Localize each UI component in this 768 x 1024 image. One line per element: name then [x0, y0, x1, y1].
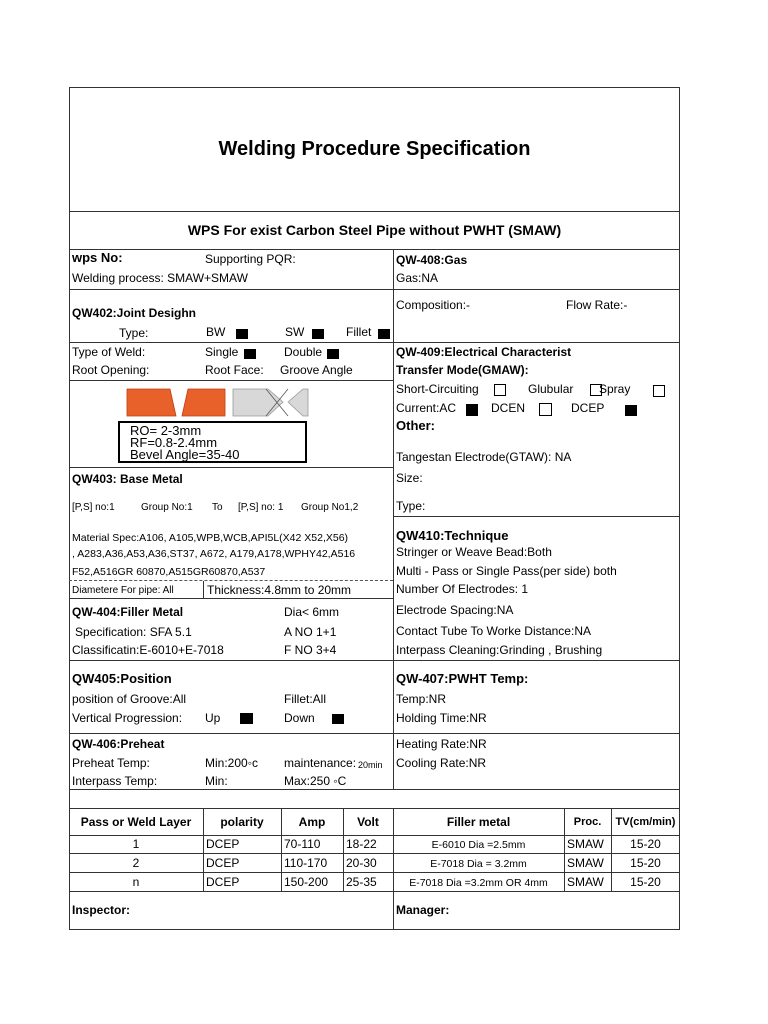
bw-checkbox[interactable] [236, 329, 248, 339]
table-row-2-tv: 15-20 [630, 856, 661, 870]
up-checkbox[interactable] [240, 713, 253, 724]
spray-label: Spray [599, 382, 631, 396]
qw403-heading: QW403: Base Metal [72, 472, 183, 486]
table-row-1-proc: SMAW [567, 837, 604, 851]
qw410-heading: QW410:Technique [396, 528, 509, 543]
ps-no-2: [P,S] no: 1 [238, 502, 284, 513]
multi-pass: Multi - Pass or Single Pass(per side) both [396, 564, 617, 578]
root-opening-label: Root Opening: [72, 363, 150, 377]
group-no-1: Group No:1 [141, 502, 193, 513]
preheat-min-value: Min:200◦c [205, 756, 258, 770]
bw-label: BW [206, 325, 226, 339]
joint-type-label: Type: [119, 326, 149, 340]
welding-process: Welding process: SMAW+SMAW [72, 271, 248, 285]
table-row-1-tv: 15-20 [630, 837, 661, 851]
dcen-label: DCEN [491, 401, 526, 415]
qw402-heading: QW402:Joint Desighn [72, 306, 197, 320]
maintenance-value: 20min [358, 760, 383, 770]
table-header-pass: Pass or Weld Layer [80, 815, 192, 829]
table-row-3-proc: SMAW [567, 875, 604, 889]
table-header-filler: Filler metal [446, 815, 511, 829]
diameter-label: Diametere For pipe: All [72, 585, 174, 596]
table-row-3-filler: E-7018 Dia =3.2mm OR 4mm [409, 877, 548, 889]
table-header-polarity: polarity [220, 815, 264, 829]
table-row-3-amp: 150-200 [284, 875, 329, 889]
size-label: Size: [396, 471, 423, 485]
up-label: Up [205, 711, 221, 725]
f-no-label: F NO 3+4 [284, 643, 337, 657]
table-row-1-amp: 70-110 [284, 837, 321, 851]
single-checkbox[interactable] [244, 349, 256, 359]
material-spec-line-2: , A283,A36,A53,A36,ST37, A672, A179,A178,WPHY42,A516 [72, 548, 356, 560]
table-row-2-polarity: DCEP [206, 856, 240, 870]
maintenance-label: maintenance: [284, 756, 357, 770]
ps-no-1: [P,S] no:1 [72, 502, 115, 513]
table-row-3-polarity: DCEP [206, 875, 240, 889]
table-header-volt: Volt [357, 815, 379, 829]
tangestan-electrode: Tangestan Electrode(GTAW): NA [396, 450, 572, 464]
dcen-checkbox[interactable] [539, 403, 552, 416]
manager-label: Manager: [396, 903, 450, 917]
table-row-2-pass: 2 [132, 856, 140, 870]
document-title: Welding Procedure Specification [218, 138, 531, 160]
material-spec-line-3: F52,A516GR 60870,A515GR60870,A537 [72, 566, 266, 578]
bevel-gray-left [233, 389, 283, 416]
double-label: Double [284, 345, 323, 359]
preheat-temp-label: Preheat Temp: [72, 756, 150, 770]
table-row-1-filler: E-6010 Dia =2.5mm [431, 839, 526, 851]
table-row-2-volt: 20-30 [346, 856, 377, 870]
table-header-amp: Amp [298, 815, 326, 829]
supporting-pqr-label: Supporting PQR: [205, 252, 296, 266]
dcep-checkbox[interactable] [625, 405, 637, 416]
interpass-min-label: Min: [205, 774, 228, 788]
interpass-temp-label: Interpass Temp: [72, 774, 158, 788]
sw-checkbox[interactable] [312, 329, 324, 339]
thickness-label: Thickness:4.8mm to 20mm [207, 583, 352, 597]
table-row-3-volt: 25-35 [346, 875, 377, 889]
diagram-rf: RF=0.8-2.4mm [130, 435, 218, 450]
short-circuiting-checkbox[interactable] [494, 384, 506, 396]
table-row-1-volt: 18-22 [346, 837, 377, 851]
flow-rate-label: Flow Rate:- [566, 298, 628, 312]
single-label: Single [205, 345, 239, 359]
number-of-electrodes: Number Of Electrodes: 1 [396, 582, 529, 596]
bevel-plate-left [127, 389, 176, 416]
diagram-ro: RO= 2-3mm [130, 423, 202, 438]
holding-time: Holding Time:NR [396, 711, 487, 725]
qw405-heading: QW405:Position [72, 671, 172, 686]
sw-label: SW [285, 325, 305, 339]
table-header-proc: Proc. [573, 816, 602, 828]
current-ac-checkbox[interactable] [466, 404, 478, 416]
group-no-2: Group No1,2 [301, 502, 359, 513]
table-header-tv: TV(cm/min) [615, 816, 676, 828]
bevel-plate-right [182, 389, 225, 416]
fillet-checkbox[interactable] [378, 329, 390, 339]
type-of-weld-label: Type of Weld: [72, 345, 146, 359]
dia-label: Dia< 6mm [284, 605, 340, 619]
position-groove-label: position of Groove:All [72, 692, 187, 706]
current-ac-label: Current:AC [396, 401, 457, 415]
classification-label: Classificatin:E-6010+E-7018 [72, 643, 224, 657]
table-row-1-pass: 1 [132, 837, 140, 851]
dcep-label: DCEP [571, 401, 605, 415]
other-heading: Other: [396, 418, 435, 433]
table-row-3-tv: 15-20 [630, 875, 661, 889]
table-row-1-polarity: DCEP [206, 837, 240, 851]
inspector-label: Inspector: [72, 903, 131, 917]
diagram-bevel-angle: Bevel Angle=35-40 [130, 447, 240, 462]
qw407-heading: QW-407:PWHT Temp: [396, 671, 529, 686]
gas-value: Gas:NA [396, 271, 439, 285]
vertical-progression-label: Vertical Progression: [72, 711, 183, 725]
glubular-label: Glubular [528, 382, 574, 396]
qw408-heading: QW-408:Gas [396, 253, 468, 267]
qw409-heading: QW-409:Electrical Characterist [396, 345, 572, 359]
interpass-cleaning: Interpass Cleaning:Grinding , Brushing [396, 643, 603, 657]
heating-rate: Heating Rate:NR [396, 737, 487, 751]
double-checkbox[interactable] [327, 349, 339, 359]
transfer-mode-label: Transfer Mode(GMAW): [396, 363, 529, 377]
qw404-heading: QW-404:Filler Metal [72, 605, 184, 619]
bevel-gray-right [288, 389, 308, 416]
contact-tube-distance: Contact Tube To Worke Distance:NA [396, 624, 591, 638]
down-label: Down [284, 711, 315, 725]
pwht-temp: Temp:NR [396, 692, 447, 706]
short-circuiting-label: Short-Circuiting [396, 382, 479, 396]
fillet-all-label: Fillet:All [284, 692, 327, 706]
table-row-2-amp: 110-170 [284, 856, 328, 870]
table-row-3-pass: n [132, 875, 140, 889]
a-no-label: A NO 1+1 [284, 625, 337, 639]
composition-label: Composition:- [396, 298, 471, 312]
cooling-rate: Cooling Rate:NR [396, 756, 487, 770]
to-label: To [212, 502, 223, 513]
stringer-weave: Stringer or Weave Bead:Both [396, 545, 552, 559]
root-face-label: Root Face: [205, 363, 264, 377]
groove-angle-label: Groove Angle [280, 363, 353, 377]
specification-label: Specification: SFA 5.1 [75, 625, 192, 639]
down-checkbox[interactable] [332, 714, 344, 724]
table-row-2-filler: E-7018 Dia = 3.2mm [430, 858, 527, 870]
type-label: Type: [396, 499, 426, 513]
electrode-spacing: Electrode Spacing:NA [396, 603, 514, 617]
document-subtitle: WPS For exist Carbon Steel Pipe without PWHT (SMAW) [187, 222, 562, 238]
qw406-heading: QW-406:Preheat [72, 737, 165, 751]
fillet-label: Fillet [346, 325, 372, 339]
interpass-max-value: Max:250 ◦C [284, 774, 347, 788]
joint-bevel-diagram [118, 386, 318, 464]
table-row-2-proc: SMAW [567, 856, 604, 870]
spray-checkbox[interactable] [653, 385, 665, 397]
wps-no-label: wps No: [72, 250, 123, 265]
material-spec-line-1: Material Spec:A106, A105,WPB,WCB,API5L(X42 X52,X56) [72, 532, 349, 544]
